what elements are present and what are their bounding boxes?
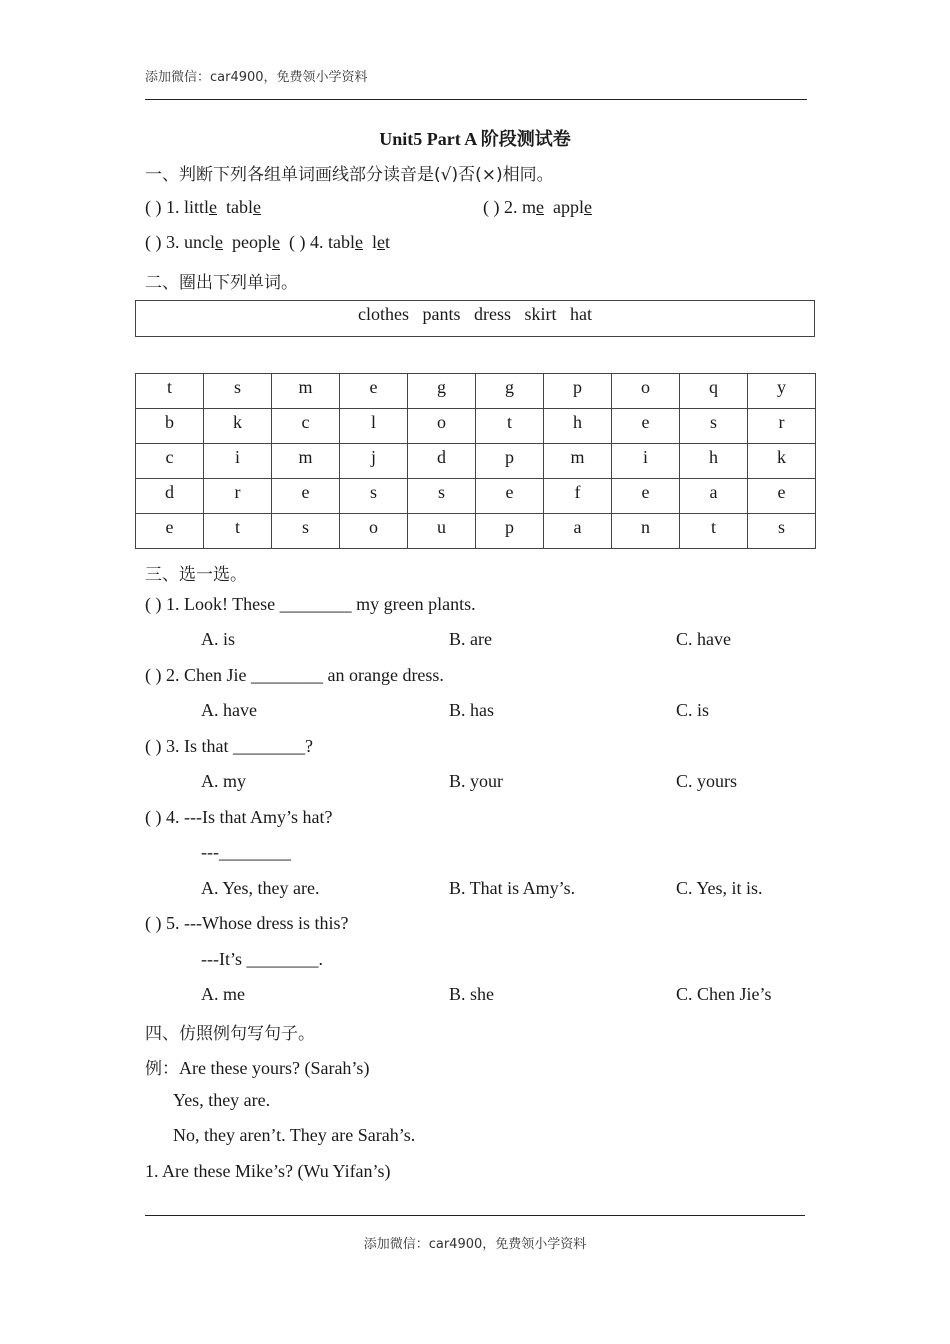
s4-example [145, 1054, 369, 1079]
grid-cell: s [748, 514, 816, 549]
section1-heading: 一、判断下列各组单词画线部分读音是(√)否(×)相同。 [145, 165, 554, 185]
s3-q4-option-b: B. That is Amy’s. [449, 878, 576, 898]
grid-cell: o [612, 374, 680, 409]
s3-q4-reply: ---________ [201, 842, 291, 862]
word-bank-box [135, 300, 815, 337]
grid-cell: s [272, 514, 340, 549]
grid-cell: o [340, 514, 408, 549]
grid-cell: e [748, 479, 816, 514]
s1-q1-word2: table [226, 197, 262, 217]
grid-cell: c [272, 409, 340, 444]
grid-cell: e [272, 479, 340, 514]
grid-cell: t [136, 374, 204, 409]
grid-cell: p [476, 514, 544, 549]
grid-cell: e [136, 514, 204, 549]
header-text: 添加微信：car4900，免费领小学资料 [145, 70, 368, 85]
s4-example-label: 例： [145, 1059, 179, 1079]
grid-cell: e [340, 374, 408, 409]
grid-cell: s [680, 409, 748, 444]
grid-cell: a [680, 479, 748, 514]
grid-cell: h [680, 444, 748, 479]
grid-cell: m [272, 444, 340, 479]
grid-cell: m [544, 444, 612, 479]
s1-q2-prefix: ( ) 2. [483, 197, 522, 217]
grid-cell: p [544, 374, 612, 409]
grid-cell: e [476, 479, 544, 514]
s3-q2-option-c: C. is [676, 700, 710, 720]
grid-cell: r [204, 479, 272, 514]
s1-question-1 [145, 197, 261, 218]
s3-q5-option-c: C. Chen Jie’s [676, 984, 772, 1004]
s3-q1-stem: ( ) 1. Look! These ________ my green plants. [145, 594, 476, 614]
grid-cell: q [680, 374, 748, 409]
header-rule [145, 99, 807, 100]
grid-cell: c [136, 444, 204, 479]
s3-q2-stem: ( ) 2. Chen Jie ________ an orange dress. [145, 665, 444, 685]
s3-q5-stem: ( ) 5. ---Whose dress is this? [145, 913, 349, 933]
s3-q3-option-b: B. your [449, 771, 503, 791]
s1-q4-prefix: ( ) 4. [289, 232, 328, 252]
grid-cell: r [748, 409, 816, 444]
grid-cell: f [544, 479, 612, 514]
grid-cell: s [408, 479, 476, 514]
s3-q3-stem: ( ) 3. Is that ________? [145, 736, 313, 756]
s1-q2-word1: me [522, 197, 545, 217]
s1-question-3-4 [145, 232, 390, 253]
grid-cell: g [408, 374, 476, 409]
s3-q5-option-b: B. she [449, 984, 494, 1004]
grid-cell: t [204, 514, 272, 549]
grid-cell: k [748, 444, 816, 479]
s4-question-1: 1. Are these Mike’s? (Wu Yifan’s) [145, 1161, 391, 1181]
grid-row [136, 409, 816, 444]
s3-q4-stem: ( ) 4. ---Is that Amy’s hat? [145, 807, 333, 827]
grid-cell: t [680, 514, 748, 549]
grid-cell: p [476, 444, 544, 479]
s3-q2-option-a: A. have [201, 700, 257, 720]
footer-rule [145, 1215, 805, 1216]
s3-q1-option-c: C. have [676, 629, 731, 649]
grid-cell: i [612, 444, 680, 479]
s3-q1-option-a: A. is [201, 629, 236, 649]
s1-question-2 [483, 197, 592, 218]
grid-cell: s [204, 374, 272, 409]
grid-cell: h [544, 409, 612, 444]
s3-q5-option-a: A. me [201, 984, 245, 1004]
page-title: Unit5 Part A 阶段测试卷 [379, 129, 571, 149]
grid-cell: y [748, 374, 816, 409]
s1-q3-word2: people [232, 232, 280, 252]
s1-q4-word1: table [328, 232, 363, 252]
grid-cell: u [408, 514, 476, 549]
grid-cell: k [204, 409, 272, 444]
grid-cell: g [476, 374, 544, 409]
grid-row [136, 479, 816, 514]
grid-cell: o [408, 409, 476, 444]
word-search-grid [135, 373, 816, 549]
grid-cell: e [612, 409, 680, 444]
s3-q4-option-a: A. Yes, they are. [201, 878, 320, 898]
s1-q1-word1: little [184, 197, 218, 217]
s3-q2-option-b: B. has [449, 700, 494, 720]
grid-row [136, 514, 816, 549]
section4-heading: 四、仿照例句写句子。 [145, 1024, 315, 1044]
s1-q4-word2: let [372, 232, 391, 252]
grid-cell: a [544, 514, 612, 549]
grid-cell: d [136, 479, 204, 514]
s3-q4-option-c: C. Yes, it is. [676, 878, 763, 898]
grid-cell: s [340, 479, 408, 514]
grid-cell: n [612, 514, 680, 549]
grid-cell: b [136, 409, 204, 444]
grid-cell: d [408, 444, 476, 479]
section2-heading: 二、圈出下列单词。 [145, 273, 298, 293]
grid-cell: m [272, 374, 340, 409]
s3-q3-option-c: C. yours [676, 771, 738, 791]
s3-q3-option-a: A. my [201, 771, 246, 791]
grid-row [136, 374, 816, 409]
grid-cell: j [340, 444, 408, 479]
s4-example-answer-1: Yes, they are. [173, 1090, 271, 1110]
grid-cell: l [340, 409, 408, 444]
grid-row [136, 444, 816, 479]
grid-cell: e [612, 479, 680, 514]
grid-cell: t [476, 409, 544, 444]
s4-example-answer-2: No, they aren’t. They are Sarah’s. [173, 1125, 416, 1145]
s3-q1-option-b: B. are [449, 629, 492, 649]
word-bank: clothes pants dress skirt hat [358, 304, 592, 324]
s3-q5-reply: ---It’s ________. [201, 949, 323, 969]
s1-q1-prefix: ( ) 1. [145, 197, 184, 217]
s1-q2-word2: apple [553, 197, 593, 217]
s4-example-question: Are these yours? (Sarah’s) [179, 1058, 370, 1078]
s1-q3-prefix: ( ) 3. [145, 232, 184, 252]
footer-text: 添加微信：car4900，免费领小学资料 [363, 1237, 587, 1252]
grid-cell: i [204, 444, 272, 479]
s1-q3-word1: uncle [184, 232, 223, 252]
section3-heading: 三、选一选。 [145, 565, 247, 585]
